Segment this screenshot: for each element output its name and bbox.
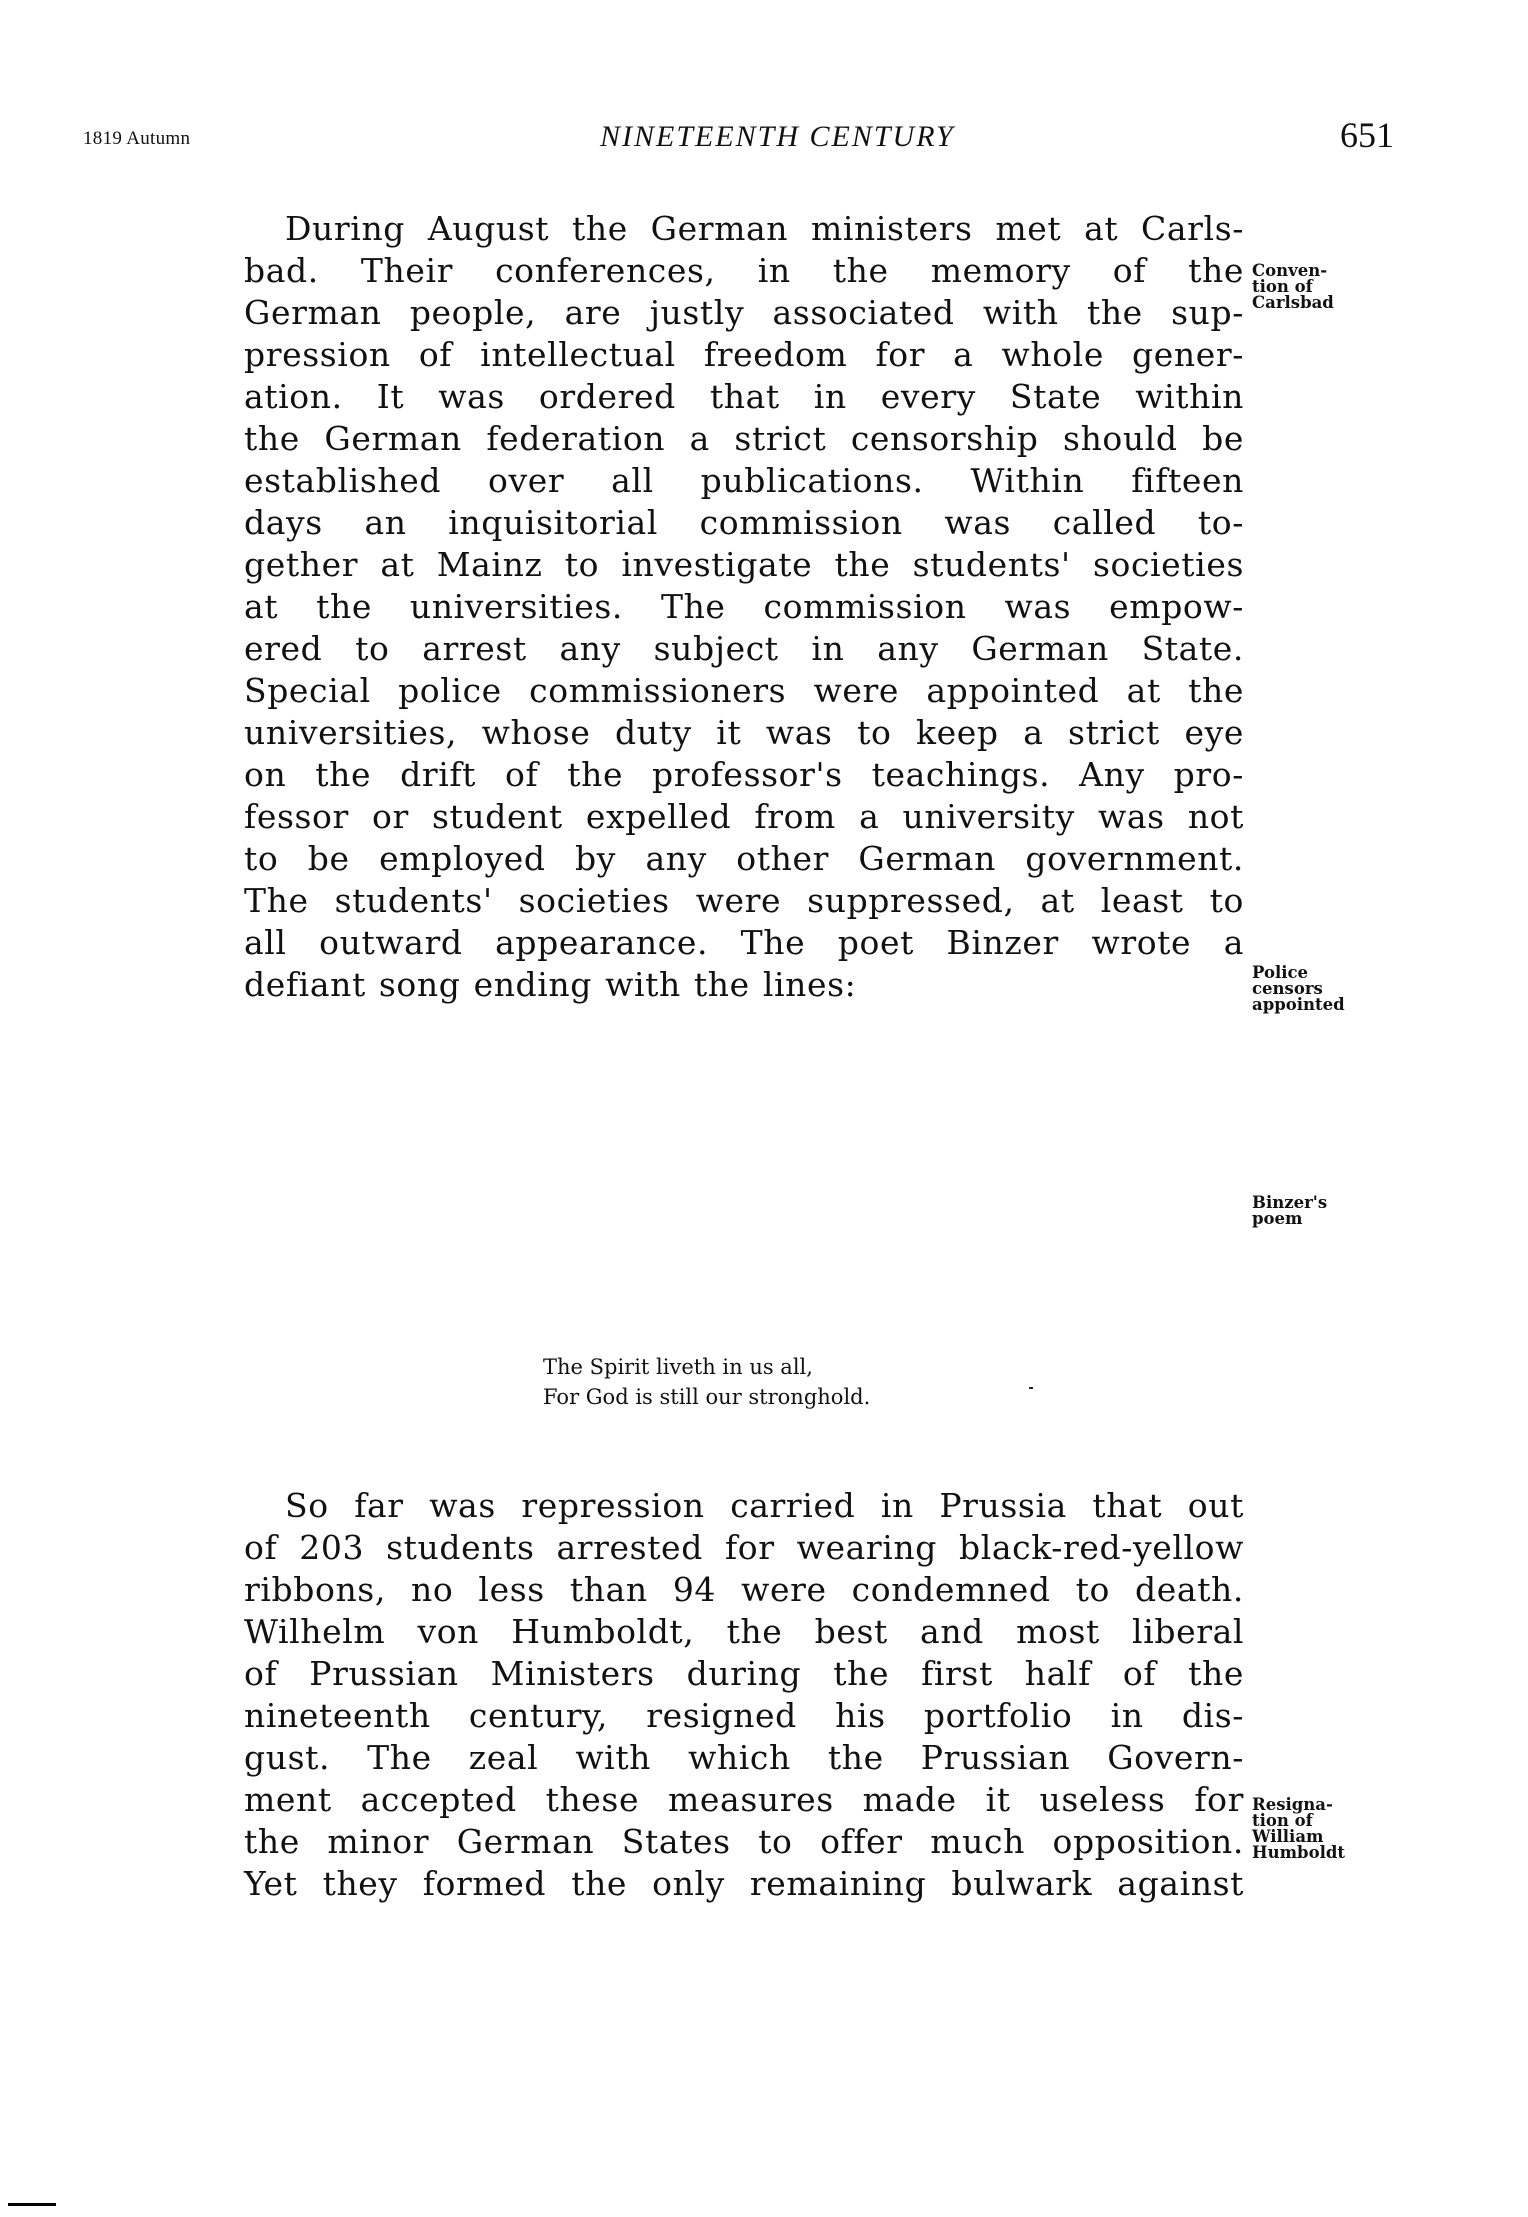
- text-line: fessor or student expelled from a university was not: [244, 797, 1244, 836]
- text-line: ribbons, no less than 94 were condemned to death.: [244, 1570, 1244, 1609]
- text-line: days an inquisitorial commission was called to-: [244, 503, 1244, 542]
- text-line: to be employed by any other German government.: [244, 839, 1244, 878]
- text-line: ered to arrest any subject in any German State.: [244, 629, 1244, 668]
- text-line: of 203 students arrested for wearing black-red-yellow: [244, 1528, 1244, 1567]
- margin-note-line: appointed: [1252, 995, 1345, 1014]
- running-head-date: 1819 Autumn: [83, 128, 191, 149]
- text-line: The students' societies were suppressed, at least to: [244, 881, 1244, 920]
- verse-line: The Spirit liveth in us all,: [543, 1355, 813, 1379]
- text-line: defiant song ending with the lines:: [244, 965, 857, 1004]
- text-line: the German federation a strict censorship should be: [244, 419, 1244, 458]
- margin-note-convention-of-carlsbad: [1252, 263, 1334, 311]
- text-line: established over all publications. Within fifteen: [244, 461, 1244, 500]
- text-line: universities, whose duty it was to keep a strict eye: [244, 713, 1244, 752]
- margin-note-line: poem: [1252, 1209, 1303, 1228]
- text-line: German people, are justly associated with the sup-: [244, 293, 1244, 332]
- margin-note-line: Resigna-: [1252, 1795, 1333, 1814]
- text-line: Wilhelm von Humboldt, the best and most liberal: [244, 1612, 1244, 1651]
- text-line: bad. Their conferences, in the memory of the: [244, 251, 1244, 290]
- text-line: all outward appearance. The poet Binzer wrote a: [244, 923, 1244, 962]
- text-line: nineteenth century, resigned his portfolio in dis-: [244, 1696, 1244, 1735]
- paragraph-prussia: [244, 1485, 1244, 1905]
- margin-note-line: tion of: [1252, 1811, 1313, 1830]
- text-line: So far was repression carried in Prussia that out: [285, 1486, 1244, 1525]
- text-line: ation. It was ordered that in every State within: [244, 377, 1244, 416]
- margin-note-line: William: [1252, 1827, 1324, 1846]
- text-line: the minor German States to offer much opposition.: [244, 1822, 1244, 1861]
- text-line: ment accepted these measures made it useless for: [244, 1780, 1244, 1819]
- verse-quotation: [543, 1352, 870, 1412]
- text-line: Yet they formed the only remaining bulwark against: [244, 1864, 1244, 1903]
- page-number: 651: [1340, 115, 1394, 155]
- text-line: During August the German ministers met at Carls-: [285, 209, 1244, 248]
- paragraph-carlsbad: [244, 208, 1244, 1006]
- margin-note-line: Conven-: [1252, 261, 1328, 280]
- margin-note-binzers-poem: [1252, 1195, 1327, 1227]
- margin-note-resignation-humboldt: [1252, 1797, 1345, 1861]
- text-line: Special police commissioners were appointed at the: [244, 671, 1244, 710]
- margin-note-line: Humboldt: [1252, 1843, 1346, 1862]
- print-speck: [1029, 1387, 1033, 1389]
- running-head-title: NINETEENTH CENTURY: [600, 120, 955, 153]
- text-line: at the universities. The commission was empow-: [244, 587, 1244, 626]
- margin-note-line: Police: [1252, 963, 1309, 982]
- running-head: [0, 115, 1528, 160]
- footer-rule: [8, 2203, 56, 2206]
- margin-note-line: tion of: [1252, 277, 1313, 296]
- text-line: of Prussian Ministers during the first half of the: [244, 1654, 1244, 1693]
- text-line: gust. The zeal with which the Prussian Govern-: [244, 1738, 1244, 1777]
- text-line: gether at Mainz to investigate the students' societies: [244, 545, 1244, 584]
- text-line: on the drift of the professor's teachings. Any pro-: [244, 755, 1244, 794]
- margin-note-line: Carlsbad: [1252, 293, 1334, 312]
- text-line: pression of intellectual freedom for a whole gener-: [244, 335, 1244, 374]
- verse-line: For God is still our stronghold.: [543, 1385, 871, 1409]
- margin-note-line: Binzer's: [1252, 1193, 1328, 1212]
- margin-note-line: censors: [1252, 979, 1323, 998]
- margin-note-police-censors: [1252, 965, 1345, 1013]
